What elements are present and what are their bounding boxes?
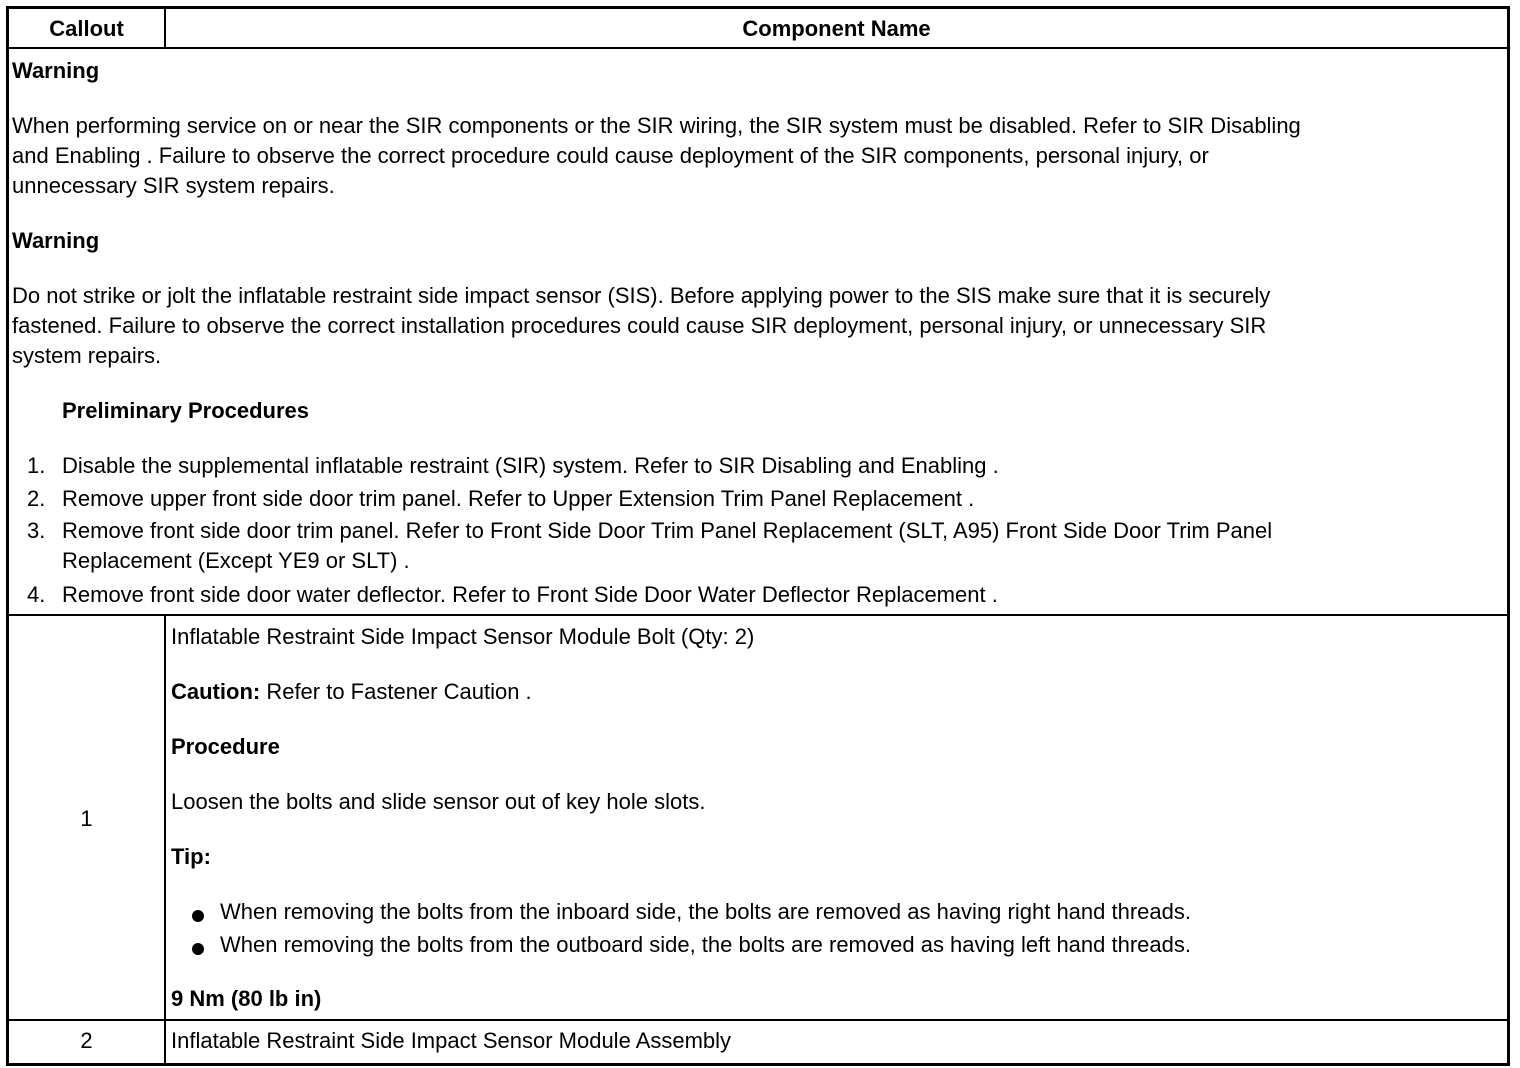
- bullet-icon: [192, 910, 204, 922]
- tip-item: When removing the bolts from the inboard side, the bolts are removed as having right hand threads.: [220, 899, 1191, 924]
- warning-text-line: fastened. Failure to observe the correct installation procedures could cause SIR deployment, personal injury, or unnecessary SIR: [12, 313, 1267, 338]
- tip-label: Tip:: [171, 844, 211, 869]
- step-text: Replacement (Except YE9 or SLT) .: [62, 548, 410, 573]
- warning-text-line: and Enabling . Failure to observe the correct procedure could cause deployment of the SIR components, personal injury, or: [12, 143, 1209, 168]
- warning-text-line: When performing service on or near the SIR components or the SIR wiring, the SIR system must be disabled. Refer to SIR Disabling: [12, 113, 1301, 138]
- procedure-table: [6, 6, 1510, 1066]
- warning-title: Warning: [12, 228, 100, 253]
- row-divider: [9, 614, 1507, 616]
- warning-text-line: unnecessary SIR system repairs.: [12, 173, 335, 198]
- header-component-name: Component Name: [742, 16, 931, 41]
- procedure-text: Loosen the bolts and slide sensor out of key hole slots.: [171, 789, 706, 814]
- warning-text-line: system repairs.: [12, 343, 162, 368]
- caution-label: Caution:: [171, 679, 261, 704]
- step-text: Disable the supplemental inflatable restraint (SIR) system. Refer to SIR Disabling and Enabling .: [62, 453, 999, 478]
- step-number: 2.: [27, 486, 46, 511]
- header-callout: Callout: [49, 16, 124, 41]
- warning-text-line: Do not strike or jolt the inflatable restraint side impact sensor (SIS). Before applying power to the SIS make sure that it is securely: [12, 283, 1271, 308]
- step-text: Remove front side door trim panel. Refer to Front Side Door Trim Panel Replacement (SLT, A95) Front Side Door Trim Panel: [62, 518, 1273, 543]
- row-divider: [9, 1019, 1507, 1021]
- caution-text: Refer to Fastener Caution .: [260, 679, 532, 704]
- step-number: 4.: [27, 582, 46, 607]
- caution-line: [171, 677, 532, 707]
- preliminary-procedures-title: Preliminary Procedures: [62, 398, 310, 423]
- warning-title: Warning: [12, 58, 100, 83]
- bullet-icon: [192, 943, 204, 955]
- step-number: 1.: [27, 453, 46, 478]
- component-name: Inflatable Restraint Side Impact Sensor Module Bolt (Qty: 2): [171, 624, 755, 649]
- step-text: Remove upper front side door trim panel. Refer to Upper Extension Trim Panel Replacement .: [62, 486, 975, 511]
- component-name: Inflatable Restraint Side Impact Sensor Module Assembly: [171, 1028, 732, 1053]
- callout-number: 1: [80, 806, 93, 831]
- torque-spec: 9 Nm (80 lb in): [171, 986, 322, 1011]
- procedure-label: Procedure: [171, 734, 280, 759]
- column-divider: [164, 614, 166, 1063]
- step-text: Remove front side door water deflector. Refer to Front Side Door Water Deflector Replacement .: [62, 582, 998, 607]
- step-number: 3.: [27, 518, 46, 543]
- tip-item: When removing the bolts from the outboard side, the bolts are removed as having left hand threads.: [220, 932, 1191, 957]
- callout-number: 2: [80, 1028, 93, 1053]
- header-divider: [9, 47, 1507, 49]
